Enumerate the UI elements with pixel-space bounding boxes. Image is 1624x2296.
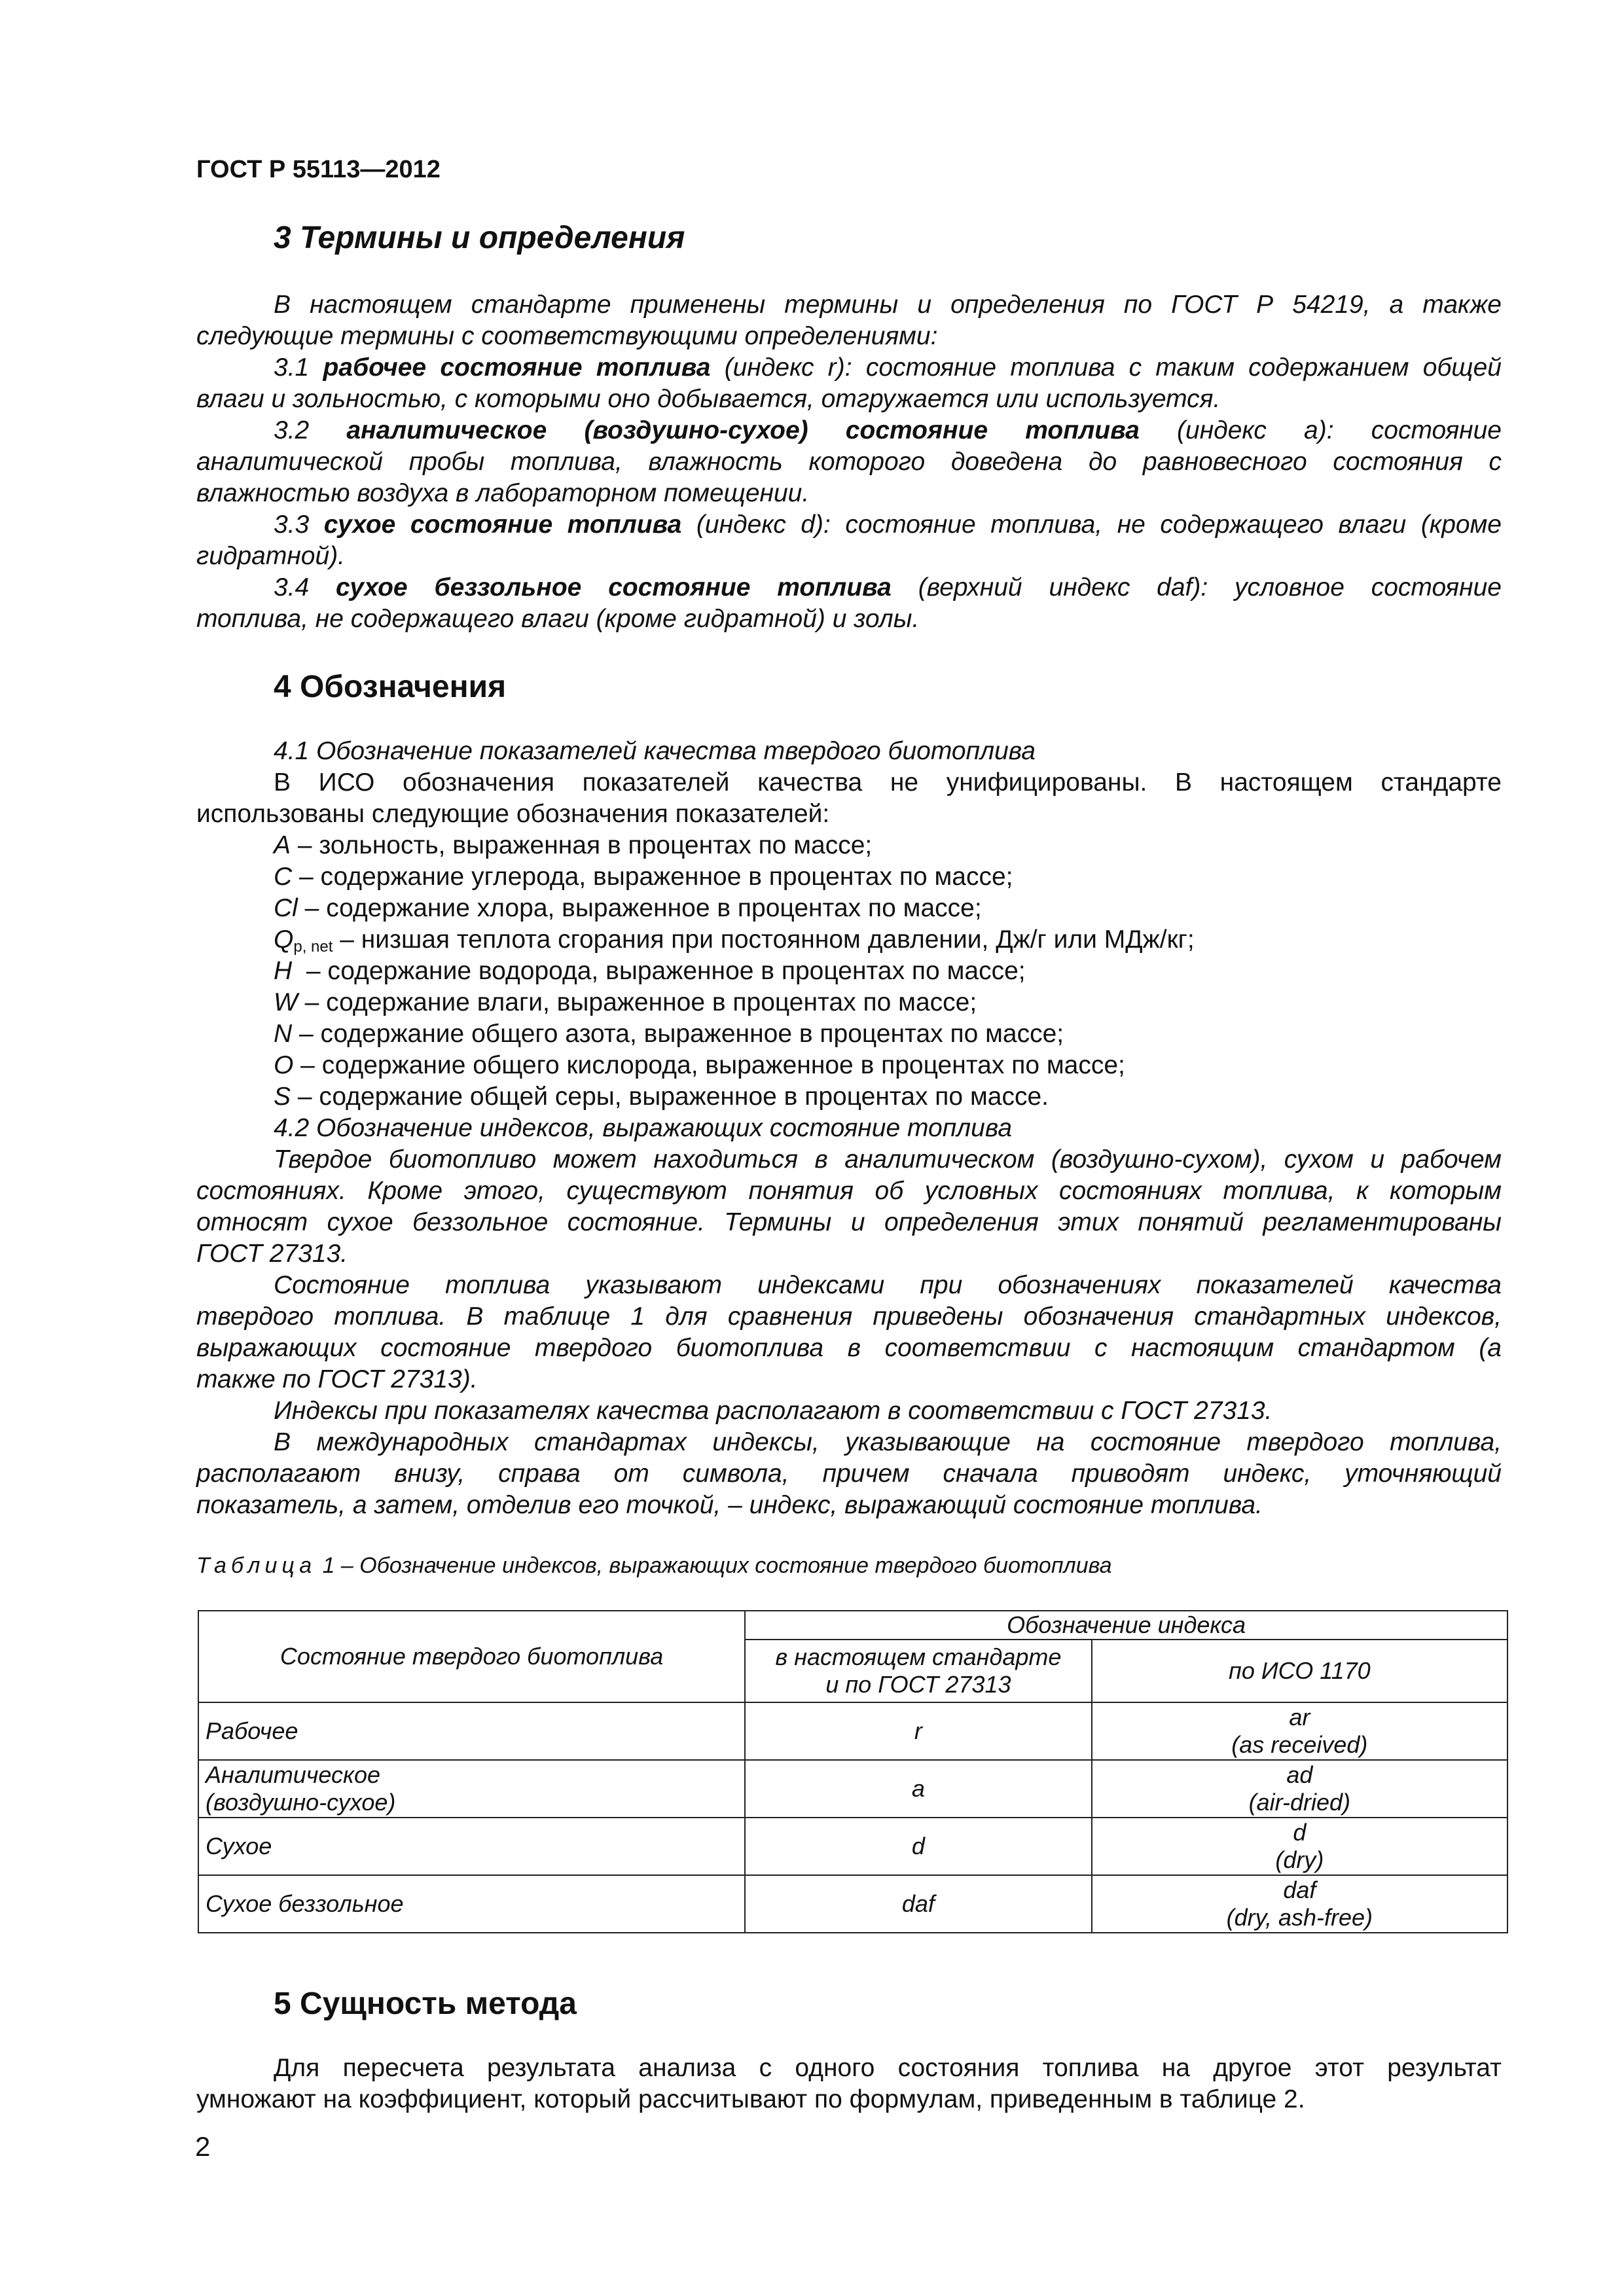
symbol-description: – содержание хлора, выраженное в процентах по массе; xyxy=(297,894,982,922)
header-this-standard-line-2: и по ГОСТ 27313 xyxy=(825,1671,1011,1698)
term-3-1-definition: (индекс r): состояние топлива с таким содержанием общей xyxy=(710,353,1502,382)
term-3-4-line-2: топлива, не содержащего влаги (кроме гидратной) и золы. xyxy=(196,605,920,633)
symbol-description: – низшая теплота сгорания при постоянном давлении, Дж/г или МДж/кг; xyxy=(333,925,1195,954)
cell-index: r xyxy=(745,1702,1092,1760)
cell-iso xyxy=(1092,1760,1507,1818)
cell-index: d xyxy=(745,1818,1092,1875)
cell-iso xyxy=(1092,1702,1507,1760)
table-1 xyxy=(198,1610,1508,1933)
table-header-row-1 xyxy=(198,1611,1507,1640)
cell-iso-meaning: (as received) xyxy=(1231,1731,1368,1758)
cell-iso-code: ad xyxy=(1286,1761,1313,1788)
term-3-2-term: аналитическое (воздушно-сухое) состояние топлива xyxy=(346,416,1140,444)
s4-2-b-line-3: выражающих состояние твердого биотоплива в соответствии с настоящим стандартом (а xyxy=(196,1334,1502,1362)
symbol-description: – содержание общего азота, выраженное в процентах по массе; xyxy=(292,1020,1064,1048)
symbol-item xyxy=(274,987,1502,1018)
symbol-item xyxy=(274,1018,1502,1050)
cell-iso-meaning: (dry) xyxy=(1275,1846,1324,1873)
s4-2-b-line-2: твердого топлива. В таблице 1 для сравнения приведены обозначения стандартных индексов, xyxy=(196,1302,1502,1331)
symbol-letter: N xyxy=(274,1020,293,1048)
cell-state xyxy=(198,1760,745,1818)
symbol-description: – содержание влаги, выраженное в процентах по массе; xyxy=(297,988,977,1016)
symbol-letter: C xyxy=(274,863,293,891)
page-number: 2 xyxy=(195,2131,211,2162)
s4-1-line-1: В ИСО обозначения показателей качества не унифицированы. В настоящем стандарте xyxy=(274,768,1502,797)
term-3-4-definition: (верхний индекс daf): условное состояние xyxy=(891,573,1502,601)
cell-iso xyxy=(1092,1875,1507,1933)
cell-state xyxy=(198,1818,745,1875)
term-3-2-number: 3.2 xyxy=(274,416,347,444)
table-1-caption-word: Таблица xyxy=(196,1553,317,1578)
symbol-description: – содержание углерода, выраженное в процентах по массе; xyxy=(292,863,1013,891)
term-3-3-line-2: гидратной). xyxy=(196,542,346,570)
header-this-standard xyxy=(745,1640,1092,1702)
cell-state-line-1: Рабочее xyxy=(206,1717,298,1744)
table-row xyxy=(198,1818,1507,1875)
table-row xyxy=(198,1702,1507,1760)
cell-index: a xyxy=(745,1760,1092,1818)
section-3-heading: 3 Термины и определения xyxy=(274,221,685,255)
symbol-letter: O xyxy=(274,1051,294,1079)
term-3-3 xyxy=(274,509,1502,541)
symbol-item xyxy=(274,1081,1502,1113)
term-3-1-term: рабочее состояние топлива xyxy=(323,353,711,382)
s4-2-a-line-4: ГОСТ 27313. xyxy=(196,1240,348,1268)
table-1-caption xyxy=(196,1552,1112,1579)
symbol-description: – содержание общего кислорода, выраженное в процентах по массе; xyxy=(293,1051,1125,1079)
cell-iso-meaning: (dry, ash-free) xyxy=(1226,1904,1373,1931)
term-3-4 xyxy=(274,572,1502,603)
symbol-item xyxy=(274,861,1502,893)
cell-state-line-1: Сухое беззольное xyxy=(206,1890,404,1917)
cell-state-line-1: Сухое xyxy=(206,1833,272,1859)
term-3-4-term: сухое беззольное состояние топлива xyxy=(336,573,892,601)
term-3-2 xyxy=(274,415,1502,446)
symbol-letter: W xyxy=(274,988,298,1016)
symbol-description: – содержание общей серы, выраженное в процентах по массе. xyxy=(291,1083,1049,1111)
s3-intro-line-1: В настоящем стандарте применены термины и определения по ГОСТ Р 54219, а также xyxy=(274,291,1502,319)
symbol-letter: S xyxy=(274,1083,291,1111)
term-3-2-line-2: аналитической пробы топлива, влажность которого доведена до равновесного состояния с xyxy=(196,448,1502,476)
cell-iso-code: daf xyxy=(1283,1876,1316,1903)
table-row xyxy=(198,1760,1507,1818)
term-3-2-definition: (индекс a): состояние xyxy=(1139,416,1502,444)
s4-2-title: 4.2 Обозначение индексов, выражающих состояние топлива xyxy=(274,1114,1013,1142)
symbol-item xyxy=(274,924,1502,956)
term-3-3-term: сухое состояние топлива xyxy=(323,511,682,539)
s3-intro-line-2: следующие термины с соответствующими определениями: xyxy=(196,322,938,350)
symbol-item xyxy=(274,1050,1502,1081)
symbol-letter: H xyxy=(274,957,293,985)
term-3-3-definition: (индекс d): состояние топлива, не содержащего влаги (кроме xyxy=(681,511,1502,539)
cell-iso-code: ar xyxy=(1289,1704,1310,1731)
cell-iso-code: d xyxy=(1293,1819,1307,1846)
symbol-letter: Q xyxy=(274,925,294,954)
term-3-1-number: 3.1 xyxy=(274,353,323,382)
s4-2-d-line-2: располагают внизу, справа от символа, причем сначала приводят индекс, уточняющий xyxy=(196,1460,1502,1488)
cell-iso-meaning: (air-dried) xyxy=(1248,1789,1351,1816)
cell-state-line-2: (воздушно-сухое) xyxy=(206,1789,396,1816)
table-1-caption-text: 1 – Обозначение индексов, выражающих состояние твердого биотоплива xyxy=(316,1553,1112,1578)
s5-line-1: Для пересчета результата анализа с одного состояния топлива на другое этот результат xyxy=(274,2054,1502,2082)
header-iso-1170: по ИСО 1170 xyxy=(1092,1640,1507,1702)
cell-state-line-1: Аналитическое xyxy=(206,1761,381,1788)
term-3-2-line-3: влажностью воздуха в лабораторном помещении. xyxy=(196,479,810,507)
table-body xyxy=(198,1702,1507,1933)
symbol-letter: Cl xyxy=(274,894,298,922)
s5-line-2: умножают на коэффициент, который рассчитывают по формулам, приведенным в таблице 2. xyxy=(196,2085,1305,2113)
cell-state xyxy=(198,1702,745,1760)
symbol-item xyxy=(274,830,1502,861)
section-5-heading: 5 Сущность метода xyxy=(274,1986,577,2021)
s4-2-b-line-1: Состояние топлива указывают индексами при обозначениях показателей качества xyxy=(274,1271,1502,1299)
symbol-item xyxy=(274,956,1502,987)
section-4-heading: 4 Обозначения xyxy=(274,670,507,704)
term-3-1-line-2: влаги и зольностью, с которыми оно добывается, отгружается или используется. xyxy=(196,385,1221,413)
cell-iso xyxy=(1092,1818,1507,1875)
table-row xyxy=(198,1875,1507,1933)
symbol-letter: A xyxy=(274,831,291,859)
symbol-description: – содержание водорода, выраженное в процентах по массе; xyxy=(292,957,1026,985)
header-index-designation: Обозначение индекса xyxy=(745,1611,1507,1640)
s4-1-line-2: использованы следующие обозначения показателей: xyxy=(196,800,830,828)
s4-2-c-line-1: Индексы при показателях качества располагают в соответствии с ГОСТ 27313. xyxy=(274,1397,1272,1425)
s4-2-b-line-4: также по ГОСТ 27313). xyxy=(196,1365,478,1393)
symbol-subscript: p, net xyxy=(293,938,333,956)
cell-state xyxy=(198,1875,745,1933)
term-3-4-number: 3.4 xyxy=(274,573,336,601)
s4-2-d-line-3: показатель, а затем, отделив его точкой, – индекс, выражающий состояние топлива. xyxy=(196,1491,1263,1519)
cell-index: daf xyxy=(745,1875,1092,1933)
s4-2-a-line-3: относят сухое беззольное состояние. Термины и определения этих понятий регламентированы xyxy=(196,1208,1502,1236)
symbol-item xyxy=(274,893,1502,924)
header-this-standard-line-1: в настоящем стандарте xyxy=(775,1643,1062,1670)
document-id: ГОСТ Р 55113—2012 xyxy=(196,156,441,183)
s4-2-a-line-1: Твердое биотопливо может находиться в аналитическом (воздушно-сухом), сухом и рабочем xyxy=(274,1145,1502,1174)
s4-2-d-line-1: В международных стандартах индексы, указывающие на состояние твердого топлива, xyxy=(274,1428,1502,1456)
symbol-description: – зольность, выраженная в процентах по массе; xyxy=(291,831,873,859)
term-3-1 xyxy=(274,352,1502,384)
s4-2-a-line-2: состояниях. Кроме этого, существуют понятия об условных состояниях топлива, к которым xyxy=(196,1177,1502,1205)
s4-1-title: 4.1 Обозначение показателей качества твердого биотоплива xyxy=(274,737,1036,765)
term-3-3-number: 3.3 xyxy=(274,511,324,539)
header-state: Состояние твердого биотоплива xyxy=(198,1611,745,1702)
